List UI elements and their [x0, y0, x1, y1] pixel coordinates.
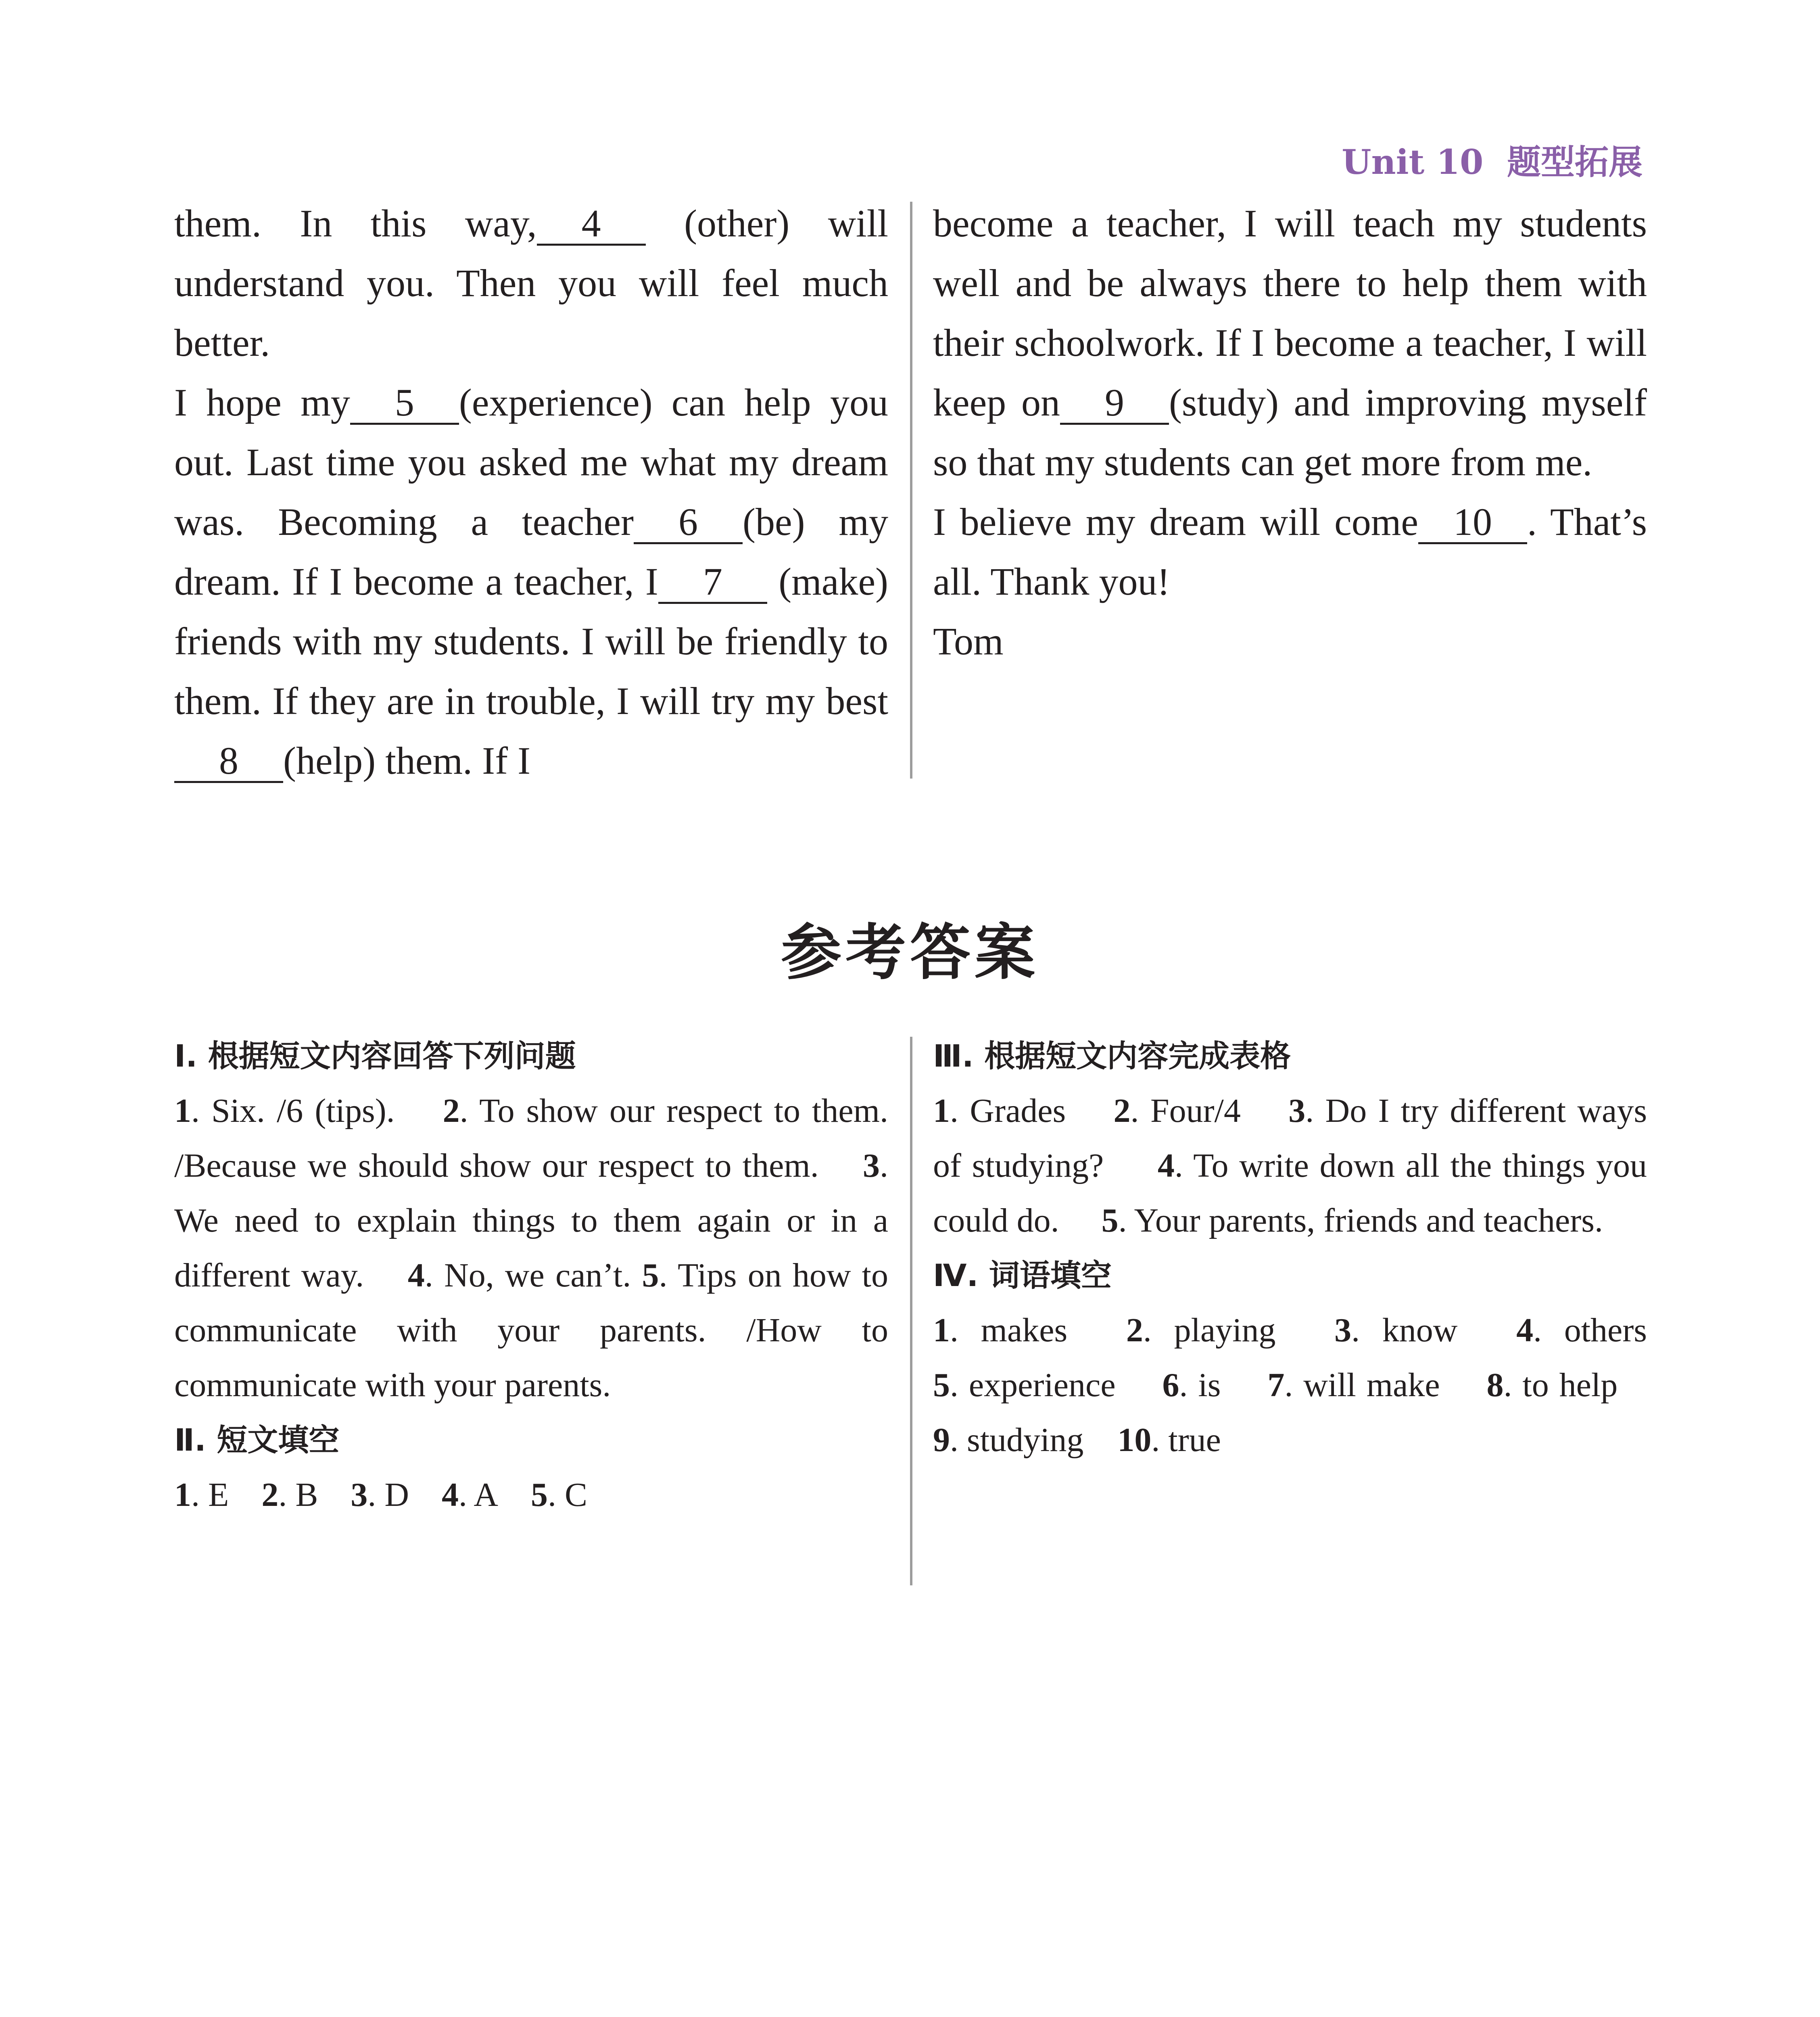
answer-number: 1 — [933, 1311, 950, 1349]
section-heading: Ⅳ. 词语填空 — [933, 1257, 1112, 1293]
blank-6: 6 — [634, 503, 743, 544]
answer-text: . E — [191, 1476, 229, 1514]
answer-text: . D — [367, 1476, 409, 1514]
answer-text: . Your parents, friends and teachers. — [1118, 1202, 1603, 1239]
answer-text: . No, we can’t. — [424, 1257, 631, 1294]
answer-number: 5 — [1101, 1202, 1119, 1239]
unit-label: Unit 10 — [1342, 142, 1484, 182]
answer-text: . To show our respect to them. /Because we should show our respect to them. — [174, 1092, 889, 1184]
answer-text: . true — [1151, 1421, 1221, 1459]
answer-number: 2 — [1126, 1311, 1143, 1349]
answer-number: 1 — [174, 1476, 191, 1514]
answer-number: 3 — [1334, 1311, 1352, 1349]
answer-text: . is — [1179, 1366, 1221, 1404]
answer-number: 8 — [1486, 1366, 1504, 1404]
answer-number: 1 — [174, 1092, 191, 1130]
answer-paragraph — [174, 1084, 888, 1413]
answer-text: . B — [278, 1476, 318, 1514]
answer-text: . will make — [1284, 1366, 1440, 1404]
section-heading: Ⅰ. 根据短文内容回答下列问题 — [174, 1038, 576, 1074]
text: (study) and improving myself so that my students can get more from me. — [933, 381, 1647, 484]
answer-number: 4 — [407, 1257, 425, 1294]
answer-text: . Tips on how to communicate with your parents. /How to communicate with your parents. — [174, 1257, 889, 1404]
answer-number: 5 — [642, 1257, 659, 1294]
answer-text: . C — [548, 1476, 588, 1514]
answer-text: . know — [1351, 1311, 1458, 1349]
text: will understand you. Then you will feel much better. — [174, 202, 889, 364]
passage-right-column — [933, 194, 1647, 671]
passage-paragraph — [933, 194, 1647, 492]
answer-text: . Do I try different ways of studying? — [933, 1092, 1647, 1184]
answer-number: 2 — [442, 1092, 460, 1130]
answer-text: . Four/4 — [1130, 1092, 1241, 1130]
text: (make) friends with my students. I will be friendly to them. If they are in trouble, I will try my best — [174, 560, 889, 722]
answer-number: 1 — [933, 1092, 950, 1130]
text: (help) them. If I — [283, 739, 531, 782]
answer-number: 2 — [261, 1476, 279, 1514]
answer-number: 4 — [1157, 1147, 1175, 1184]
answer-number: 9 — [933, 1421, 950, 1459]
answer-paragraph — [933, 1303, 1647, 1468]
blank-5: 5 — [350, 383, 459, 425]
blank-9: 9 — [1060, 383, 1169, 425]
answer-paragraph — [174, 1468, 888, 1522]
answer-text: . Grades — [950, 1092, 1066, 1130]
text: I hope my — [174, 381, 350, 424]
answer-number: 3 — [863, 1147, 880, 1184]
blank-10: 10 — [1418, 503, 1527, 544]
section-heading: Ⅱ. 短文填空 — [174, 1422, 340, 1458]
answer-text: . playing — [1143, 1311, 1276, 1349]
passage-left-column — [174, 194, 888, 791]
answer-number: 5 — [531, 1476, 548, 1514]
unit-subtitle: 题型拓展 — [1507, 142, 1643, 182]
passage-paragraph — [174, 194, 888, 373]
answer-number: 10 — [1117, 1421, 1152, 1459]
text: . That’s all. Thank you! — [933, 500, 1647, 603]
answer-text: . studying — [950, 1421, 1084, 1459]
section-heading: Ⅲ. 根据短文内容完成表格 — [933, 1038, 1291, 1074]
answers-right-column — [933, 1029, 1647, 1468]
blank-7: 7 — [658, 562, 767, 604]
answer-text: . Six. /6 (tips). — [191, 1092, 395, 1130]
answer-text: . A — [459, 1476, 499, 1514]
answer-number: 2 — [1113, 1092, 1131, 1130]
answer-number: 4 — [442, 1476, 459, 1514]
hint: (other) — [684, 202, 790, 245]
text: them. In this way, — [174, 202, 537, 245]
answer-number: 6 — [1162, 1366, 1179, 1404]
passage-paragraph — [174, 373, 888, 791]
answer-text: . makes — [950, 1311, 1068, 1349]
answer-text: . experience — [950, 1366, 1116, 1404]
column-divider-top — [910, 202, 912, 779]
answers-left-column — [174, 1029, 888, 1522]
text: (experience) can help you out. Last time you asked me what my dream was. Becoming a teacher — [174, 381, 889, 543]
answer-number: 3 — [1288, 1092, 1306, 1130]
blank-4: 4 — [537, 204, 646, 246]
answer-text: . To write down all the things you could do. — [933, 1147, 1647, 1239]
answer-paragraph — [933, 1084, 1647, 1248]
blank-8: 8 — [174, 741, 283, 783]
answer-text: . others — [1533, 1311, 1647, 1349]
column-divider-answers — [910, 1037, 912, 1585]
answers-title: 参考答案 — [781, 918, 1039, 988]
text: I believe my dream will come — [933, 500, 1418, 543]
signature: Tom — [933, 620, 1004, 663]
answer-number: 4 — [1516, 1311, 1534, 1349]
answer-text: . to help — [1503, 1366, 1618, 1404]
answer-text: . We need to explain things to them again or in a different way. — [174, 1147, 889, 1294]
answer-number: 7 — [1267, 1366, 1285, 1404]
answer-number: 5 — [933, 1366, 950, 1404]
text: become a teacher, I will teach my students well and be always there to help them with their schoolwork. If I become a teacher, I will keep on — [933, 202, 1647, 424]
passage-paragraph — [933, 492, 1647, 612]
answer-number: 3 — [351, 1476, 368, 1514]
text: (be) my dream. If I become a teacher, I — [174, 500, 889, 603]
page-header — [1342, 135, 1643, 184]
